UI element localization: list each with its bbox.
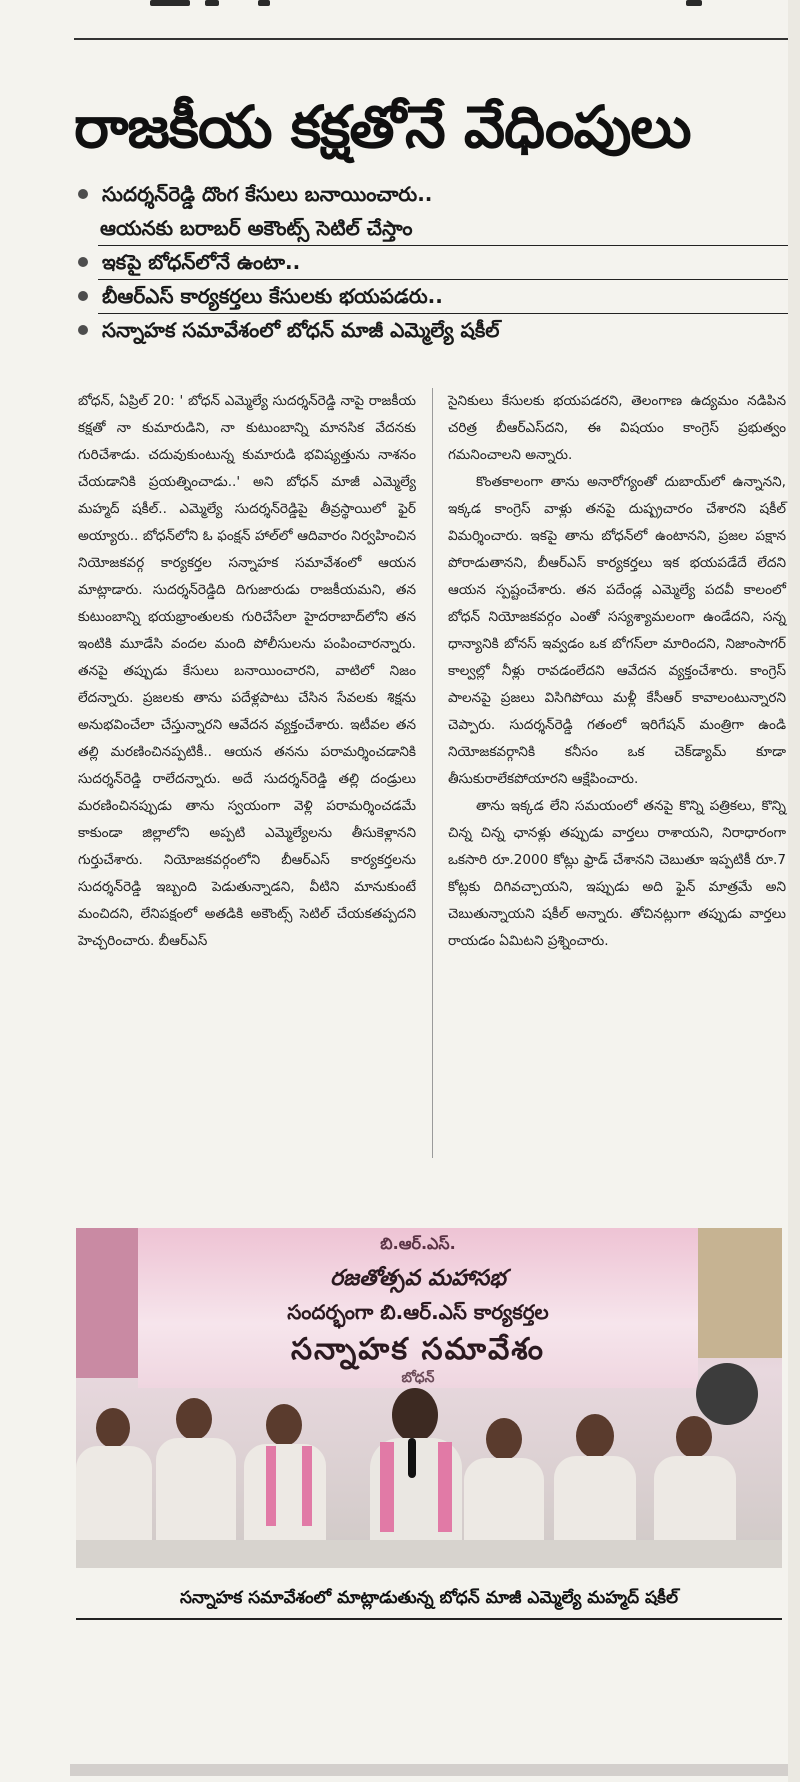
banner-left-artwork — [76, 1228, 146, 1378]
event-photo — [76, 1228, 782, 1568]
speaker-head — [392, 1388, 438, 1442]
bullet-item — [78, 314, 788, 346]
bullet-text: ఆయనకు బరాబర్ అకౌంట్స్ సెటిల్ చేస్తాం — [100, 216, 413, 240]
article-paragraph: కొంతకాలంగా తాను అనారోగ్యంతో దుబాయ్‌లో ఉన్నానని, ఇక్కడ కాంగ్రెస్ వాళ్లు తనపై దుష్ప్రచారం చేశారని షకీల్ విమర్శించారు. ఇకపై తాను బోధన్‌లో ఉంటానని, ప్రజల పక్షాన పోరాడుతానని, బీఆర్ఎస్ కార్యకర్తలు ఇక భయపడేదే లేదని ఆయన స్పష్టంచేశారు. తన పదేండ్ల ఎమ్మెల్యే పదవీ కాలంలో బోధన్ నియోజకవర్గం ఎంతో సస్యశ్యామలంగా ఉండేదని, సన్న ధాన్యానికి బోనస్ ఇవ్వడం ఒక బోగస్‌లా మారిందని, నిజాంసాగర్ కాల్వల్లో నీళ్లు రావడంలేదని ఆవేదన వ్యక్తంచేశారు. కాంగ్రెస్ పాలనపై ప్రజలు విసిగిపోయి మళ్లీ కేసీఆర్ కావాలంటున్నారని చెప్పారు. సుదర్శన్‌రెడ్డి గతంలో ఇరిగేషన్ మంత్రిగా ఉండి నియోజకవర్గానికి కనీసం ఒక చెక్‌డ్యామ్ కూడా తీసుకురాలేకపోయారని ఆక్షేపించారు. — [448, 474, 786, 787]
bottom-bar — [70, 1764, 788, 1776]
event-banner — [138, 1228, 698, 1388]
cut-text-fragment — [150, 0, 190, 6]
banner-line: సన్నాహక సమావేశం — [291, 1332, 545, 1367]
microphone-icon — [408, 1438, 416, 1478]
cut-text-fragment — [686, 0, 702, 6]
subheadline-bullets — [78, 178, 788, 348]
person-head — [576, 1414, 614, 1458]
bullet-dot-icon — [78, 257, 88, 267]
article-paragraph: సైనికులు కేసులకు భయపడరని, తెలంగాణ ఉద్యమం నడిపిన చరిత్ర బీఆర్ఎస్‌దని, ఈ విషయం కాంగ్రెస్ ప్రభుత్వం గమనించాలని అన్నారు. — [448, 393, 786, 463]
article-column-right — [448, 388, 786, 955]
photo-caption: సన్నాహక సమావేశంలో మాట్లాడుతున్న బోధన్ మాజీ ఎమ్మెల్యే మహ్మద్ షకీల్ — [76, 1578, 782, 1620]
bullet-dot-icon — [78, 325, 88, 335]
article-paragraph: తాను ఇక్కడ లేని సమయంలో తనపై కొన్ని పత్రికలు, కొన్ని చిన్న చిన్న ఛానళ్లు తప్పుడు వార్తలు రాశాయని, నిరాధారంగా ఒకసారి రూ.2000 కోట్లు ఫ్రాడ్ చేశానని చెబుతూ ఇప్పటికీ రూ.7 కోట్లకు దిగివచ్చాయని, ఇప్పుడు అది ఫైన్ మాత్రమే అని చెబుతున్నాయని షకీల్ అన్నారు. తోచినట్లుగా తప్పుడు వార్తలు రాయడం ఏమిటని ప్రశ్నించారు. — [448, 798, 786, 949]
bullet-dot-icon — [78, 189, 88, 199]
bullet-item — [78, 246, 788, 278]
banner-line: సందర్భంగా బి.ఆర్.ఎస్ కార్యకర్తల — [287, 1300, 549, 1324]
bullet-item — [78, 280, 788, 312]
person-head — [176, 1398, 212, 1440]
bullet-text: సన్నాహక సమావేశంలో బోధన్ మాజీ ఎమ్మెల్యే షకీల్ — [102, 318, 500, 342]
cut-text-fragment — [258, 0, 270, 6]
banner-line: బి.ఆర్.ఎస్. — [380, 1234, 456, 1253]
cut-text-fragment — [205, 0, 219, 6]
bullet-text: బీఆర్ఎస్ కార్యకర్తలు కేసులకు భయపడరు.. — [102, 284, 443, 308]
bullet-text: సుదర్శన్‌రెడ్డి దొంగ కేసులు బనాయించారు.. — [102, 182, 433, 206]
bullet-text: ఇకపై బోధన్‌లోనే ఉంటా.. — [102, 250, 301, 274]
banner-line: బోధన్ — [401, 1370, 435, 1386]
bullet-item — [78, 178, 788, 210]
banner-line: రజతోత్సవ మహాసభ — [330, 1266, 506, 1291]
banner-right-artwork — [692, 1228, 782, 1358]
right-edge-strip — [788, 0, 800, 1782]
pink-scarf — [266, 1446, 276, 1526]
person-head — [486, 1418, 522, 1460]
bullet-item-continued — [78, 212, 788, 244]
pink-scarf — [438, 1442, 452, 1532]
bullet-dot-icon — [78, 291, 88, 301]
top-rule — [74, 38, 792, 40]
article-column-left — [78, 388, 416, 955]
person-head — [676, 1416, 712, 1458]
headline: రాజకీయ కక్షతోనే వేధింపులు — [74, 93, 691, 161]
person-head — [96, 1408, 130, 1448]
column-divider — [432, 388, 433, 1158]
pink-scarf — [302, 1446, 312, 1526]
table-front — [76, 1540, 782, 1568]
article-paragraph: బోధన్, ఏప్రిల్ 20: ' బోధన్ ఎమ్మెల్యే సుదర్శన్‌రెడ్డి నాపై రాజకీయ కక్షతో నా కుమారుడిని, నా కుటుంబాన్ని మానసిక వేదనకు గురిచేశాడు. చదువుకుంటున్న కుమారుడి భవిష్యత్తును నాశనం చేయడానికి ప్రయత్నించాడు..' అని బోధన్ మాజీ ఎమ్మెల్యే మహ్మద్ షకీల్.. ఎమ్మెల్యే సుదర్శన్‌రెడ్డిపై తీవ్రస్థాయిలో ఫైర్ అయ్యారు.. బోధన్‌లోని ఓ ఫంక్షన్ హాల్‌లో ఆదివారం నిర్వహించిన నియోజకవర్గ కార్యకర్తల సన్నాహక సమావేశంలో ఆయన మాట్లాడారు. సుదర్శన్‌రెడ్డిది దిగుజారుడు రాజకీయమని, తన కుటుంబాన్ని భయభ్రాంతులకు గురిచేసేలా హైదరాబాద్‌లోని తన ఇంటికి మూడేసి వందల మంది పోలీసులను పంపించారన్నారు. తనపై తప్పుడు కేసులు బనాయించారని, వాటిలో నిజం లేదన్నారు. ప్రజలకు తాను పదేళ్లపాటు చేసిన సేవలకు శిక్షను అనుభవించేలా చేస్తున్నారని ఆవేదన వ్యక్తంచేశారు. ఇటీవల తన తల్లి మరణించినప్పటికీ.. ఆయన తనను పరామర్శించడానికి సుదర్శన్‌రెడ్డి రాలేదన్నారు. అదే సుదర్శన్‌రెడ్డి తల్లి దండ్రులు మరణించినప్పుడు తాను స్వయంగా వెళ్లి పరామర్శించడమే కాకుండా జిల్లాలోని అప్పటి ఎమ్మెల్యేలను తీసుకెళ్లానని గుర్తుచేశారు. నియోజకవర్గంలోని బీఆర్ఎస్ కార్యకర్తలను సుదర్శన్‌రెడ్డి ఇబ్బంది పెడుతున్నాడని, వీటిని మానుకుంటే మంచిదని, లేనిపక్షంలో అతడికి అకౌంట్స్ సెటిల్ చేయకతప్పదని హెచ్చరించారు. బీఆర్ఎస్ — [78, 393, 416, 949]
pink-scarf — [380, 1442, 394, 1532]
top-strip — [0, 0, 800, 18]
person-head — [266, 1404, 302, 1446]
